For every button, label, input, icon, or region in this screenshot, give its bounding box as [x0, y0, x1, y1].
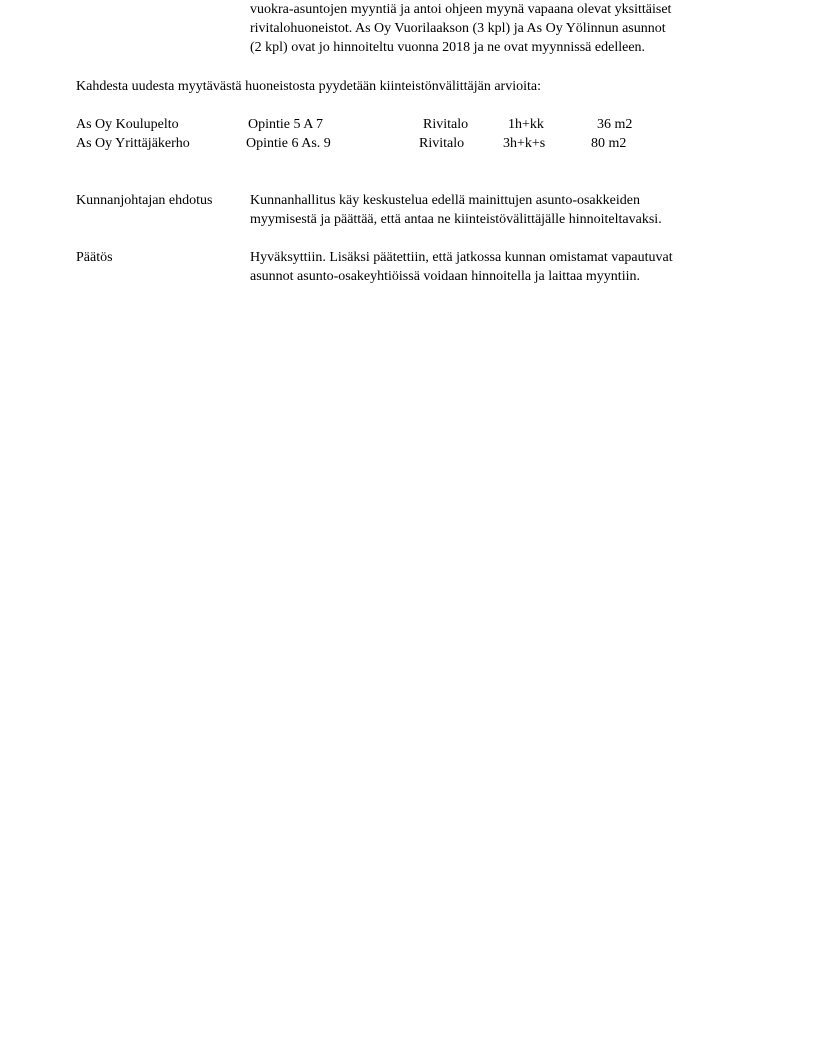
decision-text	[250, 248, 750, 286]
proposal-label: Kunnanjohtajan ehdotus	[76, 193, 213, 208]
request-text: Kahdesta uudesta myytävästä huoneistosta pyydetään kiinteistönvälittäjän arvioita:	[76, 79, 541, 94]
decision-line: asunnot asunto-osakeyhtiöissä voidaan hinnoitella ja laittaa myyntiin.	[250, 269, 640, 284]
apartment-type: Rivitalo	[419, 136, 465, 151]
intro-line: rivitalohuoneistot. As Oy Vuorilaakson (3 kpl) ja As Oy Yölinnun asunnot	[250, 21, 666, 36]
apartment-row	[0, 134, 816, 153]
intro-paragraph	[250, 0, 750, 57]
apartment-area: 36 m2	[597, 117, 633, 132]
proposal-text	[250, 191, 750, 229]
proposal-line: Kunnanhallitus käy keskustelua edellä mainittujen asunto-osakkeiden	[250, 193, 640, 208]
apartment-company: As Oy Yrittäjäkerho	[76, 136, 190, 151]
apartment-rooms: 3h+k+s	[503, 136, 546, 151]
apartment-address: Opintie 5 A 7	[248, 117, 324, 132]
apartment-company: As Oy Koulupelto	[76, 117, 179, 132]
apartment-area: 80 m2	[591, 136, 627, 151]
apartment-address: Opintie 6 As. 9	[246, 136, 331, 151]
decision-label: Päätös	[76, 250, 113, 265]
intro-line: (2 kpl) ovat jo hinnoiteltu vuonna 2018 ja ne ovat myynnissä edelleen.	[250, 40, 646, 55]
proposal-line: myymisestä ja päättää, että antaa ne kiinteistövälittäjälle hinnoiteltavaksi.	[250, 212, 662, 227]
apartment-type: Rivitalo	[423, 117, 469, 132]
apartment-row	[0, 115, 816, 134]
intro-line: vuokra-asuntojen myyntiä ja antoi ohjeen myynä vapaana olevat yksittäiset	[250, 2, 672, 17]
decision-line: Hyväksyttiin. Lisäksi päätettiin, että jatkossa kunnan omistamat vapautuvat	[250, 250, 673, 265]
apartment-rooms: 1h+kk	[508, 117, 544, 132]
